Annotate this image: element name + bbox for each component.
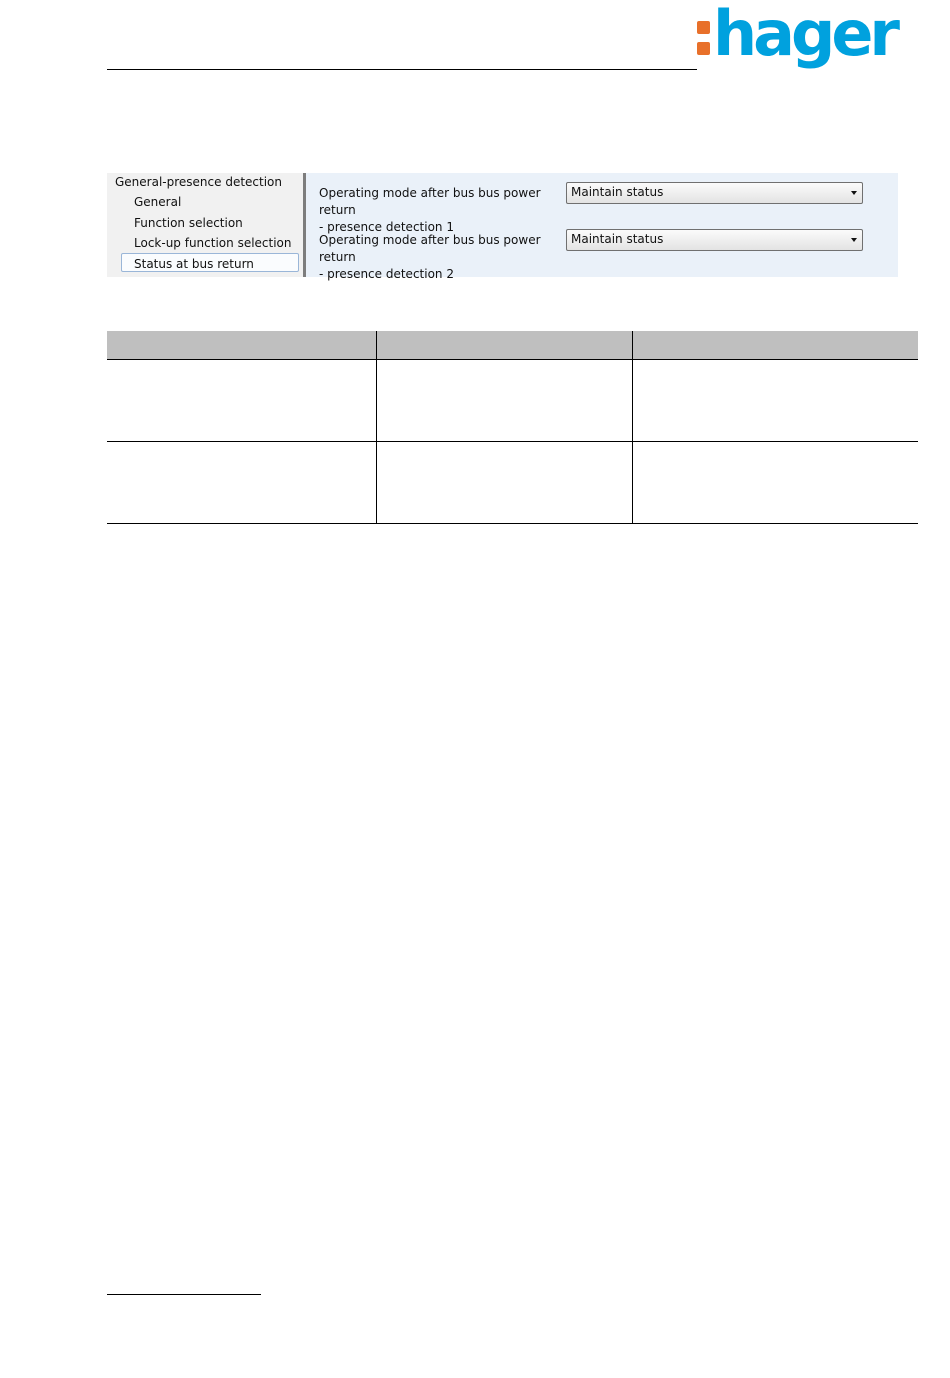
logo-colon-bottom [697,42,710,55]
param-label-line2: - presence detection 2 [319,267,454,281]
tree-item-status-at-bus-return[interactable]: Status at bus return [134,257,254,271]
operating-mode-dropdown-2[interactable] [566,229,863,251]
param-label-line1: Operating mode after bus bus power return [319,186,541,217]
logo-colon-top [697,21,710,34]
parameter-tree [107,173,303,277]
param-label-line1: Operating mode after bus bus power return [319,233,541,264]
tree-root-general-presence-detection[interactable]: General-presence detection [115,175,282,189]
tree-item-function-selection[interactable]: Function selection [134,216,243,230]
tree-item-general[interactable]: General [134,195,182,209]
chevron-down-icon [851,191,857,195]
param-label-line2: - presence detection 1 [319,220,454,234]
dropdown-value: Maintain status [571,232,664,246]
table-bottom-border [107,523,918,524]
tree-item-lock-up-function-selection[interactable]: Lock-up function selection [134,236,292,250]
footnote-rule [107,1294,261,1295]
logo-wordmark: hager [713,0,896,70]
table-header-row [107,331,918,359]
pane-splitter[interactable] [303,173,306,277]
header-rule [107,69,697,70]
chevron-down-icon [851,238,857,242]
param-label-presence-detection-1 [319,185,569,236]
param-label-presence-detection-2 [319,232,569,283]
table-header-bottom-border [107,359,918,360]
table-row-separator [107,441,918,442]
dropdown-value: Maintain status [571,185,664,199]
parameter-window [107,173,898,281]
operating-mode-dropdown-1[interactable] [566,182,863,204]
parameter-table [107,331,918,524]
hager-logo [694,0,904,72]
